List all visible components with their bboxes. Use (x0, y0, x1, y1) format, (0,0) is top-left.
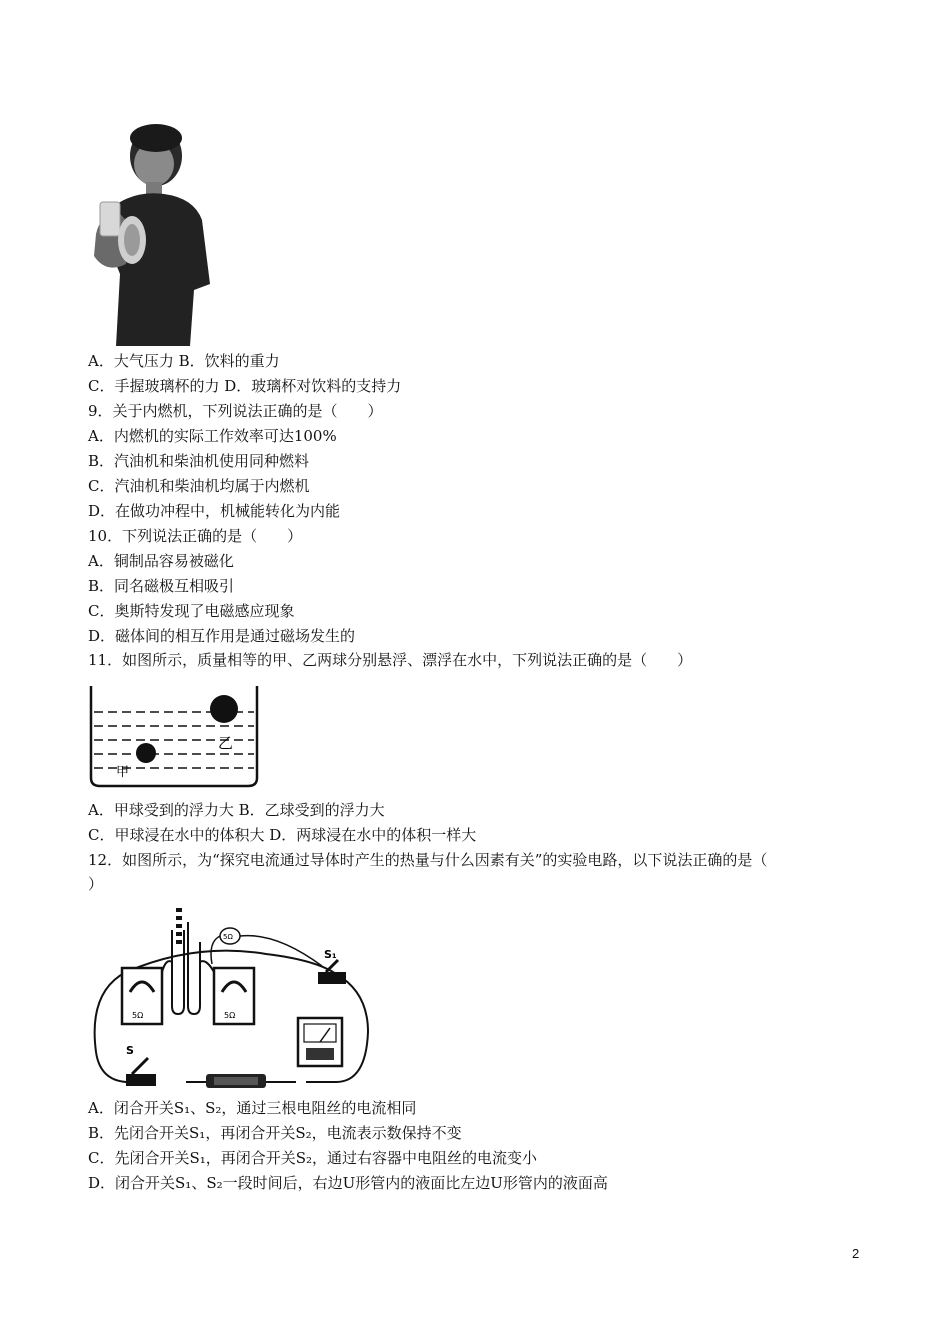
q11-option-ab: A．甲球受到的浮力大 B．乙球受到的浮力大 (88, 801, 385, 819)
parallel-resistor-label: 5Ω (223, 933, 233, 941)
switch-s-label: S (126, 1044, 134, 1057)
q10-stem: 10．下列说法正确的是（ ） (88, 527, 303, 545)
q12-stem-line2: ） (88, 875, 104, 893)
q9-option-a: A．内燃机的实际工作效率可达100% (88, 427, 337, 445)
q8-option-ab: A．大气压力 B．饮料的重力 (88, 352, 280, 370)
label-yi: 乙 (218, 734, 234, 752)
q12-option-c: C．先闭合开关S₁，再闭合开关S₂，通过右容器中电阻丝的电流变小 (88, 1149, 538, 1167)
label-jia: 甲 (116, 765, 130, 780)
floating-balls-figure (86, 682, 262, 790)
left-resistor-label: 5Ω (132, 1011, 144, 1020)
q8-option-cd: C．手握玻璃杯的力 D．玻璃杯对饮料的支持力 (88, 377, 402, 395)
q9-option-d: D．在做功冲程中，机械能转化为内能 (88, 502, 341, 520)
q10-option-c: C．奥斯特发现了电磁感应现象 (88, 602, 295, 620)
q12-option-b: B．先闭合开关S₁，再闭合开关S₂，电流表示数保持不变 (88, 1124, 462, 1142)
q10-option-b: B．同名磁极互相吸引 (88, 577, 235, 595)
q9-stem: 9．关于内燃机，下列说法正确的是（ ） (88, 402, 383, 420)
circuit-figure (86, 902, 376, 1092)
scale-marks (176, 908, 182, 944)
q10-option-a: A．铜制品容易被磁化 (88, 552, 234, 570)
q9-option-c: C．汽油机和柴油机均属于内燃机 (88, 477, 310, 495)
right-resistor-label: 5Ω (224, 1011, 236, 1020)
q9-option-b: B．汽油机和柴油机使用同种燃料 (88, 452, 310, 470)
q11-stem: 11．如图所示，质量相等的甲、乙两球分别悬浮、漂浮在水中，下列说法正确的是（ ） (88, 651, 693, 669)
switch-s1 (318, 972, 346, 984)
ball-yi (210, 695, 238, 723)
q12-option-d: D．闭合开关S₁、S₂一段时间后，右边U形管内的液面比左边U形管内的液面高 (88, 1174, 608, 1192)
switch-s (126, 1074, 156, 1086)
switch-s1-label: S₁ (324, 948, 337, 961)
boy-drinking-photo (86, 124, 212, 346)
q12-option-a: A．闭合开关S₁、S₂，通过三根电阻丝的电流相同 (88, 1099, 417, 1117)
ball-jia (136, 743, 156, 763)
q11-option-cd: C．甲球浸在水中的体积大 D．两球浸在水中的体积一样大 (88, 826, 477, 844)
q10-option-d: D．磁体间的相互作用是通过磁场发生的 (88, 627, 356, 645)
page-number: 2 (852, 1246, 860, 1261)
boy-drinking-illustration (86, 124, 212, 346)
u-tubes (162, 922, 214, 1014)
q12-stem-line1: 12．如图所示，为“探究电流通过导体时产生的热量与什么因素有关”的实验电路，以下说法正确的是（ (88, 851, 768, 869)
